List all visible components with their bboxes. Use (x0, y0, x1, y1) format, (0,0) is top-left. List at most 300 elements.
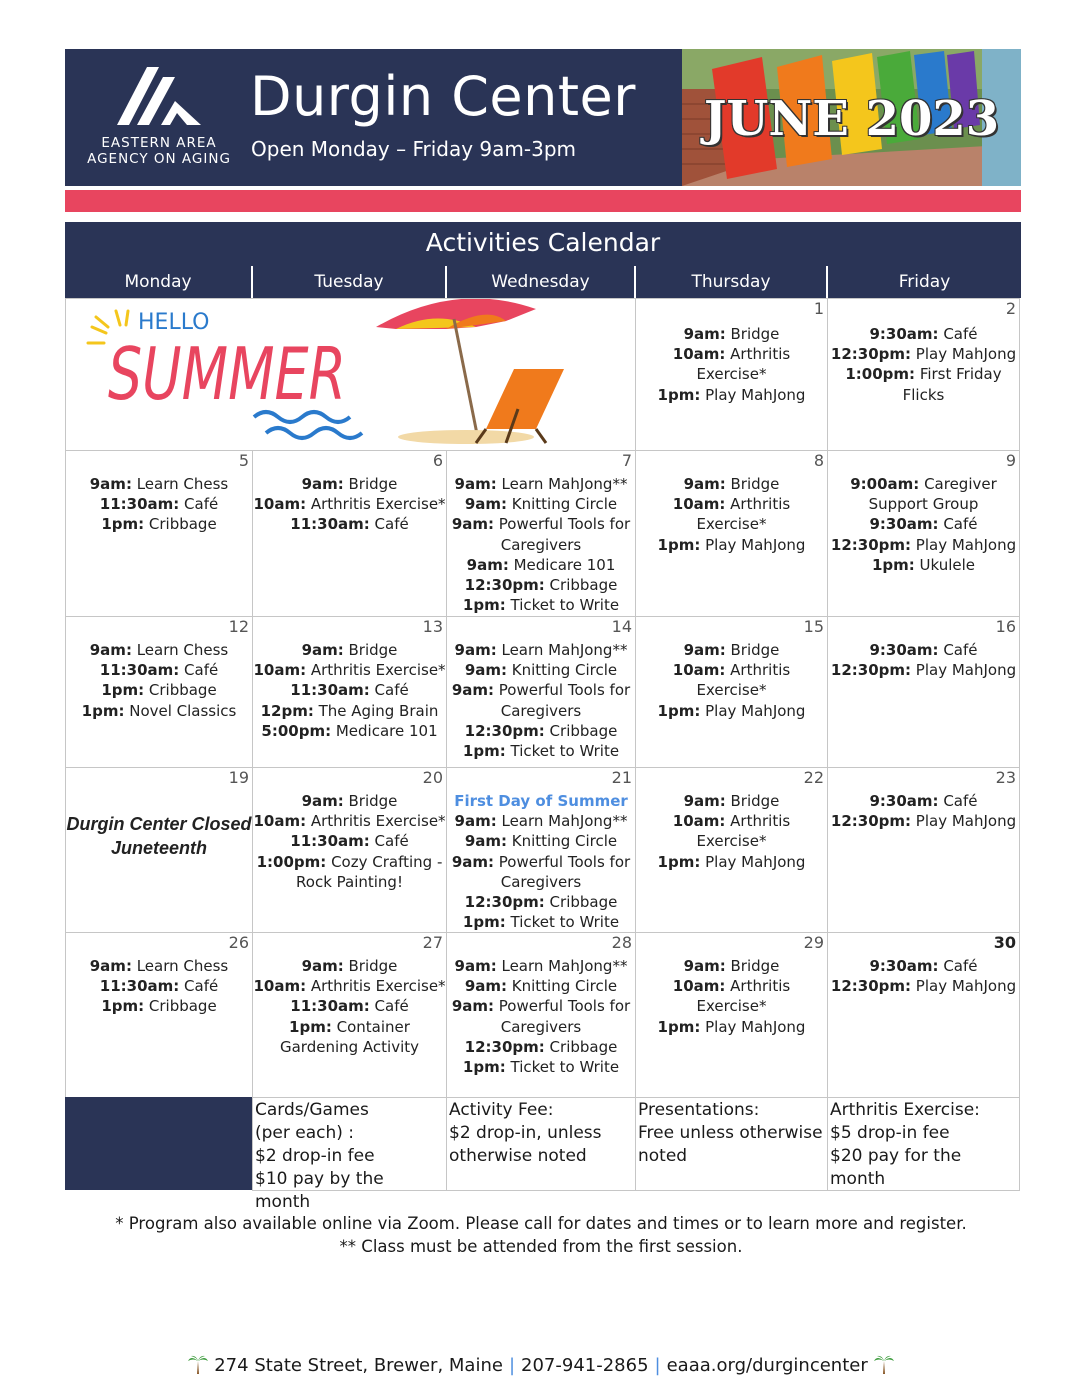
event-time: 9am: (89, 475, 132, 493)
weekday-friday: Friday (828, 266, 1021, 298)
event-time: 9am: (454, 957, 497, 975)
weekday-tuesday: Tuesday (253, 266, 445, 298)
event-time: 1pm: (657, 535, 701, 554)
header-banner (65, 49, 1021, 186)
event-item (253, 852, 446, 892)
event-time: 9am: (451, 997, 494, 1016)
event-item (636, 385, 827, 405)
day-cell-tuesday (252, 767, 447, 933)
event-item (636, 324, 827, 344)
event-list (66, 617, 252, 721)
event-time: 1pm: (289, 1017, 332, 1036)
event-item (447, 956, 635, 976)
day-number: 26 (228, 933, 249, 952)
event-title: Ticket to Write (505, 742, 620, 761)
event-item (447, 514, 635, 554)
day-cell-friday (827, 932, 1020, 1098)
day-cell-thursday (635, 767, 828, 933)
divider-bar (65, 190, 1021, 212)
event-item (253, 514, 446, 534)
event-title: Play MahJong (911, 345, 1017, 364)
event-list (447, 933, 635, 1077)
event-item (447, 741, 635, 761)
event-time: 9:30am: (869, 325, 939, 343)
event-title: Café (179, 977, 219, 996)
event-time: 1pm: (81, 701, 125, 720)
event-time: 9:30am: (869, 957, 939, 975)
event-time: 9am: (301, 792, 344, 810)
event-item (253, 640, 446, 660)
event-title: Arthritis Exercise* (696, 661, 791, 700)
event-item (828, 474, 1019, 514)
event-time: 9am: (451, 852, 494, 871)
event-item (447, 660, 635, 680)
event-item (636, 535, 827, 555)
summer-art-cell (65, 298, 636, 451)
day-number: 23 (995, 768, 1016, 787)
event-title: Knitting Circle (507, 977, 618, 996)
event-item (828, 976, 1019, 996)
event-item (66, 474, 252, 494)
fee-line: $2 drop-in fee (255, 1146, 375, 1166)
event-time: 9am: (301, 475, 344, 493)
event-title: First Friday Flicks (902, 365, 1002, 404)
event-time: 1pm: (657, 852, 701, 871)
day-cell-thursday (635, 932, 828, 1098)
event-title: Cribbage (544, 893, 618, 912)
event-title: Bridge (725, 641, 780, 659)
event-title: Bridge (343, 641, 398, 659)
event-title: Knitting Circle (507, 495, 618, 514)
fee-line: Presentations: (638, 1100, 760, 1120)
event-item (636, 660, 827, 700)
event-item (636, 640, 827, 660)
event-title: Bridge (725, 792, 780, 810)
event-time: 11:30am: (290, 515, 370, 534)
palm-tree-icon (873, 1353, 895, 1375)
day-number: 8 (813, 451, 824, 470)
event-time: 9am: (464, 495, 508, 514)
event-list (447, 451, 635, 615)
event-title: Bridge (725, 957, 780, 975)
day-number: 14 (611, 617, 632, 636)
event-time: 9am: (454, 641, 497, 659)
event-item (636, 344, 827, 384)
event-list (828, 768, 1019, 831)
event-title: Play MahJong (700, 535, 806, 554)
event-title: Play MahJong (700, 385, 806, 404)
special-day-label: First Day of Summer (454, 792, 628, 810)
event-item (253, 831, 446, 851)
event-title: Café (938, 957, 978, 975)
event-time: 10am: (672, 345, 726, 364)
event-title: Bridge (343, 957, 398, 975)
event-time: 1pm: (462, 913, 506, 932)
day-number: 19 (228, 768, 249, 787)
event-item (447, 555, 635, 575)
event-item (636, 976, 827, 1016)
event-title: Arthritis Exercise* (696, 345, 791, 384)
event-item (253, 680, 446, 700)
event-item (447, 831, 635, 851)
event-time: 10am: (253, 661, 307, 680)
event-title: Ticket to Write (505, 1058, 620, 1077)
weekday-wednesday: Wednesday (447, 266, 634, 298)
event-item (253, 660, 446, 680)
event-title: Arthritis Exercise* (696, 495, 791, 534)
event-item (66, 514, 252, 534)
day-number: 2 (1005, 299, 1016, 318)
event-item (447, 680, 635, 720)
center-hours: Open Monday – Friday 9am-3pm (251, 137, 576, 161)
logo-line-1: EASTERN AREA (101, 135, 217, 151)
fee-line: Activity Fee: (449, 1100, 554, 1120)
event-time: 1pm: (101, 515, 145, 534)
day-number: 22 (803, 768, 824, 787)
event-time: 1pm: (462, 1058, 506, 1077)
event-title: Café (369, 997, 409, 1016)
event-item (253, 494, 446, 514)
event-item (447, 494, 635, 514)
fee-line: $2 drop-in, unless (449, 1123, 602, 1143)
event-time: 9am: (301, 641, 344, 659)
event-time: 10am: (253, 812, 307, 831)
event-item (828, 364, 1019, 404)
event-time: 11:30am: (290, 997, 370, 1016)
fee-activity (446, 1097, 636, 1191)
event-item (447, 912, 635, 932)
event-time: 9am: (451, 681, 494, 700)
event-time: 9:30am: (869, 515, 939, 534)
event-item (66, 640, 252, 660)
event-title: Play MahJong (700, 852, 806, 871)
fee-presentations (635, 1097, 828, 1191)
event-time: 12:30pm: (464, 1037, 545, 1056)
event-time: 10am: (253, 977, 307, 996)
event-item (253, 474, 446, 494)
day-number: 13 (422, 617, 443, 636)
event-title: Café (179, 661, 219, 680)
hello-summer-illustration (66, 299, 635, 450)
event-list (253, 617, 446, 741)
event-list (66, 768, 252, 791)
event-time: 9am: (464, 832, 508, 851)
event-title: Cribbage (544, 576, 618, 595)
footer-contact: 274 State Street, Brewer, Maine | 207-941-2865 | eaaa.org/durgincenter (0, 1353, 1082, 1376)
event-list (636, 299, 827, 405)
fee-line: $5 drop-in fee (830, 1123, 950, 1143)
day-number: 16 (995, 617, 1016, 636)
event-time: 12:30pm: (830, 535, 912, 554)
event-time: 1pm: (462, 596, 506, 615)
event-title: Learn MahJong** (496, 475, 628, 493)
event-title: Café (369, 681, 409, 700)
day-number: 6 (432, 451, 443, 470)
event-list (447, 768, 635, 932)
event-item (636, 956, 827, 976)
event-title: Bridge (343, 475, 398, 493)
fee-line: (per each) : (255, 1123, 355, 1143)
event-time: 1pm: (871, 555, 915, 574)
event-title: Novel Classics (124, 701, 237, 720)
event-title: Café (938, 792, 978, 810)
event-title: Play MahJong (700, 1017, 806, 1036)
event-title: Ukulele (914, 555, 976, 574)
event-title: Knitting Circle (507, 661, 618, 680)
footer-website[interactable]: eaaa.org/durgincenter (666, 1355, 868, 1376)
event-time: 11:30am: (99, 495, 180, 514)
fee-line: $10 pay by the month (255, 1169, 384, 1212)
day-number: 30 (993, 933, 1016, 952)
center-name: Durgin Center (250, 65, 636, 128)
event-title: Container Gardening Activity (279, 1017, 420, 1056)
event-item (447, 595, 635, 615)
event-title: Medicare 101 (508, 555, 616, 574)
event-time: 9am: (301, 957, 344, 975)
event-title: Arthritis Exercise* (306, 495, 446, 514)
event-title: Play MahJong (911, 661, 1017, 680)
event-title: Powerful Tools for Caregivers (494, 852, 631, 891)
event-list (253, 451, 446, 535)
event-item (447, 474, 635, 494)
event-item (66, 660, 252, 680)
event-time: 12:30pm: (830, 812, 912, 831)
event-time: 9:00am: (850, 475, 920, 493)
event-list (636, 617, 827, 721)
event-title: Arthritis Exercise* (306, 812, 446, 831)
holiday-name: Juneteenth (110, 838, 207, 858)
event-title: Bridge (725, 325, 780, 343)
event-title: Cribbage (544, 721, 618, 740)
event-item (828, 344, 1019, 364)
event-item (253, 791, 446, 811)
event-title: Ticket to Write (505, 596, 620, 615)
event-list (828, 451, 1019, 575)
day-cell-thursday (635, 298, 828, 451)
event-time: 11:30am: (290, 681, 370, 700)
event-item (828, 956, 1019, 976)
mountain-logo-icon (113, 63, 205, 129)
event-title: Café (369, 515, 409, 534)
day-number: 9 (1005, 451, 1016, 470)
event-title: Play MahJong (911, 812, 1017, 831)
event-time: 12:30pm: (830, 345, 912, 364)
event-title: Powerful Tools for Caregivers (494, 515, 631, 554)
event-list (828, 617, 1019, 680)
fee-line: $20 pay for the (830, 1146, 962, 1166)
day-cell-monday (65, 450, 253, 617)
day-cell-friday (827, 616, 1020, 768)
event-time: 1pm: (101, 997, 145, 1016)
event-time: 9am: (454, 812, 497, 831)
day-cell-tuesday (252, 932, 447, 1098)
event-item (636, 701, 827, 721)
event-time: 9:30am: (869, 641, 939, 659)
day-cell-friday (827, 767, 1020, 933)
event-time: 9am: (683, 792, 726, 810)
event-item (828, 535, 1019, 555)
event-time: 9:30am: (869, 792, 939, 810)
weekday-thursday: Thursday (636, 266, 826, 298)
event-title: Play MahJong (911, 977, 1017, 996)
event-item (66, 701, 252, 721)
event-item (66, 680, 252, 700)
event-time: 12:30pm: (464, 721, 545, 740)
event-time: 1pm: (462, 742, 506, 761)
day-cell-monday (65, 932, 253, 1098)
event-list (828, 299, 1019, 405)
event-time: 9am: (683, 957, 726, 975)
event-title: Arthritis Exercise* (306, 661, 446, 680)
event-item (253, 1017, 446, 1057)
event-title: Arthritis Exercise* (696, 812, 791, 851)
day-number: 12 (228, 617, 249, 636)
event-title: Learn Chess (131, 957, 229, 975)
event-item (447, 1057, 635, 1077)
event-item (636, 474, 827, 494)
event-title: Learn Chess (131, 475, 229, 493)
day-cell-friday (827, 298, 1020, 451)
event-time: 12:30pm: (464, 576, 545, 595)
event-title: Cribbage (144, 515, 217, 534)
event-title: Café (938, 515, 978, 534)
zoom-note: * Program also available online via Zoom. Please call for dates and times or to learn more and register. (115, 1214, 967, 1233)
fee-line: otherwise noted (449, 1146, 587, 1166)
event-time: 12pm: (260, 701, 314, 720)
fee-line: month (830, 1169, 886, 1189)
event-title: Learn MahJong** (496, 957, 628, 975)
fee-line: Cards/Games (255, 1100, 369, 1120)
day-number: 20 (422, 768, 443, 787)
event-title: Powerful Tools for Caregivers (494, 681, 631, 720)
event-item (828, 514, 1019, 534)
event-list (636, 768, 827, 872)
fee-cards-games (252, 1097, 447, 1212)
weekday-header-row (65, 266, 1021, 298)
event-title: Bridge (725, 475, 780, 493)
day-cell-wednesday (446, 932, 636, 1098)
fee-arthritis-exercise (827, 1097, 1020, 1191)
event-title: Learn Chess (131, 641, 229, 659)
event-title: The Aging Brain (313, 701, 439, 720)
footer-phone[interactable]: 207-941-2865 (521, 1355, 649, 1376)
event-title: Play MahJong (911, 535, 1017, 554)
day-number: 28 (611, 933, 632, 952)
day-cell-wednesday (446, 450, 636, 617)
event-list (447, 617, 635, 761)
event-title: Ticket to Write (505, 913, 620, 932)
event-time: 11:30am: (99, 661, 180, 680)
event-item (447, 575, 635, 595)
event-item (253, 976, 446, 996)
event-item (447, 1037, 635, 1057)
event-time: 10am: (672, 495, 726, 514)
event-item (636, 791, 827, 811)
event-item (828, 555, 1019, 575)
event-item (828, 660, 1019, 680)
event-item (636, 1017, 827, 1037)
event-item (828, 791, 1019, 811)
fee-line: noted (638, 1146, 688, 1166)
event-time: 10am: (672, 661, 726, 680)
event-time: 9am: (683, 475, 726, 493)
day-cell-friday (827, 450, 1020, 617)
event-time: 1pm: (657, 701, 701, 720)
event-time: 10am: (672, 812, 726, 831)
event-list (253, 768, 446, 892)
event-time: 9am: (89, 957, 132, 975)
event-list (253, 933, 446, 1057)
event-time: 9am: (464, 977, 508, 996)
fee-line: Arthritis Exercise: (830, 1100, 980, 1120)
event-time: 1:00pm: (845, 365, 916, 384)
closed-line: Durgin Center Closed (66, 814, 252, 834)
day-number: 15 (803, 617, 824, 636)
month-title: JUNE 2023 (703, 91, 1000, 147)
event-title: Arthritis Exercise* (306, 977, 446, 996)
event-time: 9am: (466, 555, 509, 574)
event-item (447, 976, 635, 996)
event-item (636, 494, 827, 534)
event-title: Café (179, 495, 219, 514)
event-title: Cribbage (144, 681, 217, 700)
event-item (253, 996, 446, 1016)
event-list (66, 933, 252, 1017)
event-item (447, 640, 635, 660)
event-title: Bridge (343, 792, 398, 810)
event-title: Café (938, 641, 978, 659)
event-item (253, 956, 446, 976)
event-time: 1:00pm: (256, 852, 327, 871)
event-item (447, 811, 635, 831)
event-time: 9am: (464, 661, 508, 680)
day-cell-wednesday (446, 767, 636, 933)
hello-text: HELLO (138, 310, 210, 335)
event-item (253, 721, 446, 741)
weekday-monday: Monday (65, 266, 251, 298)
event-title: Learn MahJong** (496, 812, 628, 831)
event-list (636, 451, 827, 555)
agency-logo (79, 63, 239, 181)
event-title: Cribbage (544, 1037, 618, 1056)
day-cell-tuesday (252, 450, 447, 617)
event-item (66, 996, 252, 1016)
event-title: Learn MahJong** (496, 641, 628, 659)
event-time: 12:30pm: (830, 661, 912, 680)
event-time: 9am: (683, 325, 726, 343)
event-list (66, 451, 252, 535)
event-title: Cozy Crafting - Rock Painting! (296, 852, 443, 891)
day-number: 1 (813, 299, 824, 318)
day-cell-monday (65, 767, 253, 933)
event-title: Medicare 101 (331, 721, 438, 740)
day-number: 29 (803, 933, 824, 952)
day-number: 27 (422, 933, 443, 952)
day-number: 21 (611, 768, 632, 787)
event-item (253, 811, 446, 831)
footer-address: 274 State Street, Brewer, Maine (214, 1355, 503, 1376)
event-time: 9am: (454, 475, 497, 493)
session-note: ** Class must be attended from the first session. (339, 1237, 743, 1256)
fee-line: Free unless otherwise (638, 1123, 823, 1143)
event-item (253, 701, 446, 721)
event-title: Cribbage (144, 997, 217, 1016)
event-time: 9am: (89, 641, 132, 659)
event-item (66, 494, 252, 514)
event-time: 1pm: (101, 681, 145, 700)
event-item (828, 640, 1019, 660)
event-item (636, 852, 827, 872)
